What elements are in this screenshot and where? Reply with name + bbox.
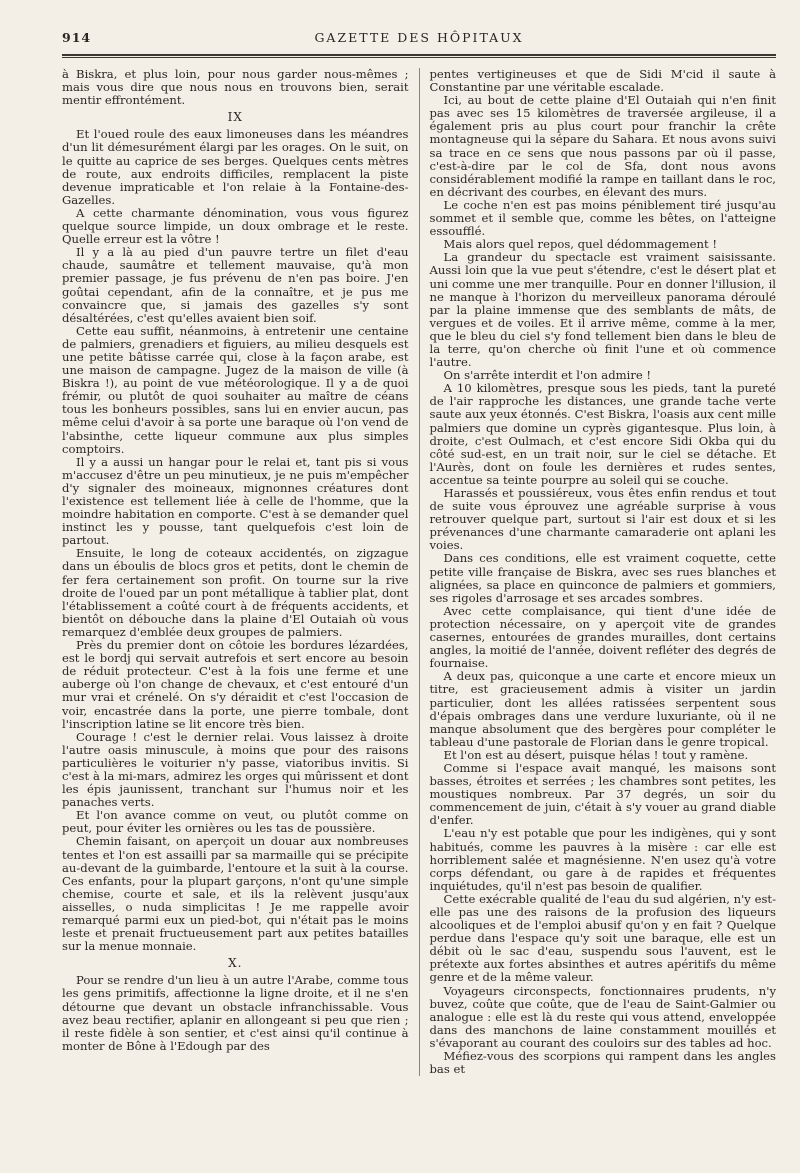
- section-heading-x: X.: [228, 956, 243, 971]
- two-column-body: [62, 68, 776, 1076]
- section-heading-ix: IX: [227, 110, 243, 125]
- paragraph: Courage ! c'est le dernier relai. Vous laissez à droite l'autre oasis minuscule, à moins que pour des raisons particulières le voiturier n'y passe, viatoribus invitis. Si c'est à la mi-mars, admirez les orges qui mûrissent et dont les épis jaunissent, tranchant sur l'humus noir et les panaches verts.: [62, 729, 409, 810]
- paragraph: L'eau n'y est potable que pour les indigènes, qui y sont habitués, comme les pauvres à la misère : car elle est horriblement salée et magnésienne. N'en usez qu'à votre corps défendant, ou gare à de rapides et fréquentes inquiétudes, qu'il n'est pas besoin de qualifier.: [429, 826, 776, 893]
- paragraph: pentes vertigineuses et que de Sidi M'cid il saute à Constantine par une véritable escalade.: [429, 67, 776, 95]
- header-rule-thin: [62, 57, 776, 58]
- paragraph: Ici, au bout de cette plaine d'El Outaiah qui n'en finit pas avec ses 15 kilomètres de traversée argileuse, il a également pris au plus court pour franchir la crête montagneuse qui la sépare du Sahara. Et nous avons suivi sa trace en ce sens que nous passons par où il passe, c'est-à-dire par le col de Sfa, dont nous avons considérablement modifié la rampe en taillant dans le roc, en décrivant des courbes, en élevant des murs.: [429, 93, 776, 199]
- paragraph: Voyageurs circonspects, fonctionnaires prudents, n'y buvez, coûte que coûte, que de l'eau de Saint-Galmier ou analogue : elle est là du reste qui vous attend, enveloppée dans des manchons de laine constamment mouillés et s'évaporant au courant des couloirs sur des tables ad hoc.: [429, 983, 776, 1050]
- paragraph: A deux pas, quiconque a une carte et encore mieux un titre, est gracieusement admis à visiter un jardin particulier, dont les allées ratissées serpentent sous d'épais ombrages dans une verdure luxuriante, où il ne manque absolument que des bergères pour compléter le tableau d'une pastorale de Florian dans le genre tropical.: [429, 669, 776, 749]
- paragraph: Cette exécrable qualité de l'eau du sud algérien, n'y est-elle pas une des raisons de la profusion des liqueurs alcooliques et de l'emploi abusif qu'on y en fait ? Quelque perdue dans l'espace qu'y soit une baraque, elle est un débit où le sac d'eau, suspendu sous l'auvent, est le prétexte aux fortes absinthes et autres apéritifs du même genre et de la même valeur.: [429, 891, 776, 985]
- paragraph: Harassés et poussiéreux, vous êtes enfin rendus et tout de suite vous éprouvez une agréable surprise à vous retrouver quelque part, surtout si l'air est doux et si les prévenances d'une charmante camaraderie ont aplani les voies.: [429, 486, 776, 553]
- paragraph: A cette charmante dénomination, vous vous figurez quelque source limpide, un doux ombrage et le reste. Quelle erreur est la vôtre !: [62, 205, 409, 247]
- paragraph: Cette eau suffit, néanmoins, à entretenir une centaine de palmiers, grenadiers et figuiers, au milieu desquels est une petite bâtisse carrée qui, close à la façon arabe, est une maison de campagne. Jugez de la maison de ville (à Biskra !), au point de vue météorologique. Il y a de quoi frémir, ou plutôt de quoi souhaiter au maître de céans tous les bonheurs possibles, sans lui en envier aucun, pas même celui d'avoir à sa porte une baraque où l'on vend de l'absinthe, cette liqueur commune aux plus simples comptoirs.: [62, 323, 409, 456]
- paragraph: Et l'on est au désert, puisque hélas ! tout y ramène.: [443, 747, 749, 762]
- paragraph: Le coche n'en est pas moins péniblement tiré jusqu'au sommet et il semble que, comme les bêtes, on l'atteigne essoufflé.: [429, 197, 776, 239]
- paragraph: Comme si l'espace avait manqué, les maisons sont basses, étroites et serrées ; les chambres sont petites, les moustiques nombreux. Par 37 degrés, un soir du commencement de juin, c'était à s'y vouer au grand diable d'enfer.: [429, 760, 776, 828]
- header-rule-thick: [62, 54, 776, 56]
- publication-title: GAZETTE DES HÔPITAUX: [314, 30, 524, 45]
- paragraph: Dans ces conditions, elle est vraiment coquette, cette petite ville française de Biskra, avec ses rues blanches et alignées, sa place en quinconce de palmiers et gommiers, ses rigoles d'arrosage et ses arcades sombres.: [429, 551, 776, 605]
- paragraph: Méfiez-vous des scorpions qui rampent dans les angles bas et: [429, 1049, 776, 1077]
- paragraph: La grandeur du spectacle est vraiment saisissante. Aussi loin que la vue peut s'étendre, c'est le désert plat et uni comme une mer tranquille. Pour en donner l'illusion, il ne manque à l'horizon du merveilleux panorama déroulé par la plaine immense que des semblants de mâts, de vergues et de voiles. Et il arrive même, comme à la mer, que le bleu du ciel s'y fond tellement bien dans le bleu de la terre, qu'on cherche où finit l'une et où commence l'autre.: [429, 250, 776, 370]
- paragraph: à Biskra, et plus loin, pour nous garder nous-mêmes ; mais vous dire que nous nous en trouvons bien, serait mentir effrontément.: [62, 67, 409, 108]
- paragraph: Il y a là au pied d'un pauvre tertre un filet d'eau chaude, saumâtre et tellement mauvaise, qu'à mon premier passage, je fus prévenu de n'en pas boire. J'en goûtai cependant, afin de la connaître, et je pus me convaincre que, si jamais des gazelles s'y sont désaltérées, c'est qu'elles avaient bien soif.: [62, 245, 409, 325]
- paragraph: Et l'on avance comme on veut, ou plutôt comme on peut, pour éviter les ornières ou les tas de poussière.: [62, 808, 409, 836]
- paragraph: Avec cette complaisance, qui tient d'une idée de protection nécessaire, on y aperçoit vite de grandes casernes, entourées de grandes murailles, dont certains angles, la moitié de l'année, doivent refléter des degrés de fournaise.: [429, 603, 776, 671]
- paragraph: On s'arrête interdit et l'on admire !: [443, 368, 652, 383]
- paragraph: Mais alors quel repos, quel dédommagement !: [443, 237, 718, 252]
- paragraph: Ensuite, le long de coteaux accidentés, on zigzague dans un éboulis de blocs gros et petits, dont le chemin de fer fera certainement son profit. On tourne sur la rive droite de l'oued par un pont métallique à tablier plat, dont l'établissement a coûté court à de fréquents accidents, et bientôt on débouche dans la plaine d'El Outaiah où vous remarquez d'emblée deux groupes de palmiers.: [62, 546, 409, 639]
- running-head: [62, 22, 776, 50]
- paragraph: Il y a aussi un hangar pour le relai et, tant pis si vous m'accusez d'être un peu minutieux, je ne puis m'empêcher d'y signaler des moineaux, mignonnes créatures dont l'existence est tellement liée à celle de l'homme, que la moindre habitation en comporte. C'est à se demander quel instinct les y pousse, tant quelquefois c'est loin de partout.: [62, 454, 409, 548]
- paragraph: Et l'oued roule des eaux limoneuses dans les méandres d'un lit démesurément élargi par les orages. On le suit, on le quitte au caprice de ses berges. Quelques cents mètres de route, aux endroits difficiles, remplacent la piste devenue impraticable et l'on relaie à la Fontaine-des-Gazelles.: [62, 127, 409, 207]
- left-column: [62, 68, 419, 1076]
- paragraph: Près du premier dont on côtoie les bordures lézardées, est le bordj qui servait autrefois et sert encore au besoin de réduit protecteur. C'est à la fois une ferme et une auberge où l'on change de chevaux, et c'est entouré d'un mur vrai et crénelé. On s'y déraidit et c'est l'occasion de voir, encastrée dans la porte, une pierre tombale, dont l'inscription latine se lit encore très bien.: [62, 638, 409, 731]
- paragraph: Pour se rendre d'un lieu à un autre l'Arabe, comme tous les gens primitifs, affectionne la ligne droite, et il ne s'en détourne que devant un obstacle infranchissable. Vous avez beau rectifier, aplanir en allongeant si peu que rien ; il reste fidèle à son sentier, et c'est ainsi qu'il continue à monter de Bône à l'Edough par des: [62, 973, 409, 1053]
- paragraph: A 10 kilomètres, presque sous les pieds, tant la pureté de l'air rapproche les distances, une grande tache verte saute aux yeux étonnés. C'est Biskra, l'oasis aux cent mille palmiers que domine un cyprès gigantesque. Plus loin, à droite, c'est Oulmach, et c'est encore Sidi Okba qui du côté sud-est, en un trait noir, sur le ciel se détache. Et l'Aurès, dont on foule les dernières et rudes sentes, accentue sa teinte pourpre au soleil qui se couche.: [429, 381, 776, 487]
- page-number: 914: [62, 30, 92, 45]
- right-column: [419, 68, 777, 1076]
- paragraph: Chemin faisant, on aperçoit un douar aux nombreuses tentes et l'on est assailli par sa marmaille qui se précipite au-devant de la guimbarde, l'entoure et la suit à la course. Ces enfants, pour la plupart garçons, n'ont qu'une simple chemise, courte et sale, et ils la relèvent jusqu'aux aisselles, o nuda simplicitas ! Je me rappelle avoir remarqué parmi eux un pied-bot, qui n'était pas le moins leste et prenait fructueusement part aux petites batailles sur la menue monnaie.: [62, 834, 409, 954]
